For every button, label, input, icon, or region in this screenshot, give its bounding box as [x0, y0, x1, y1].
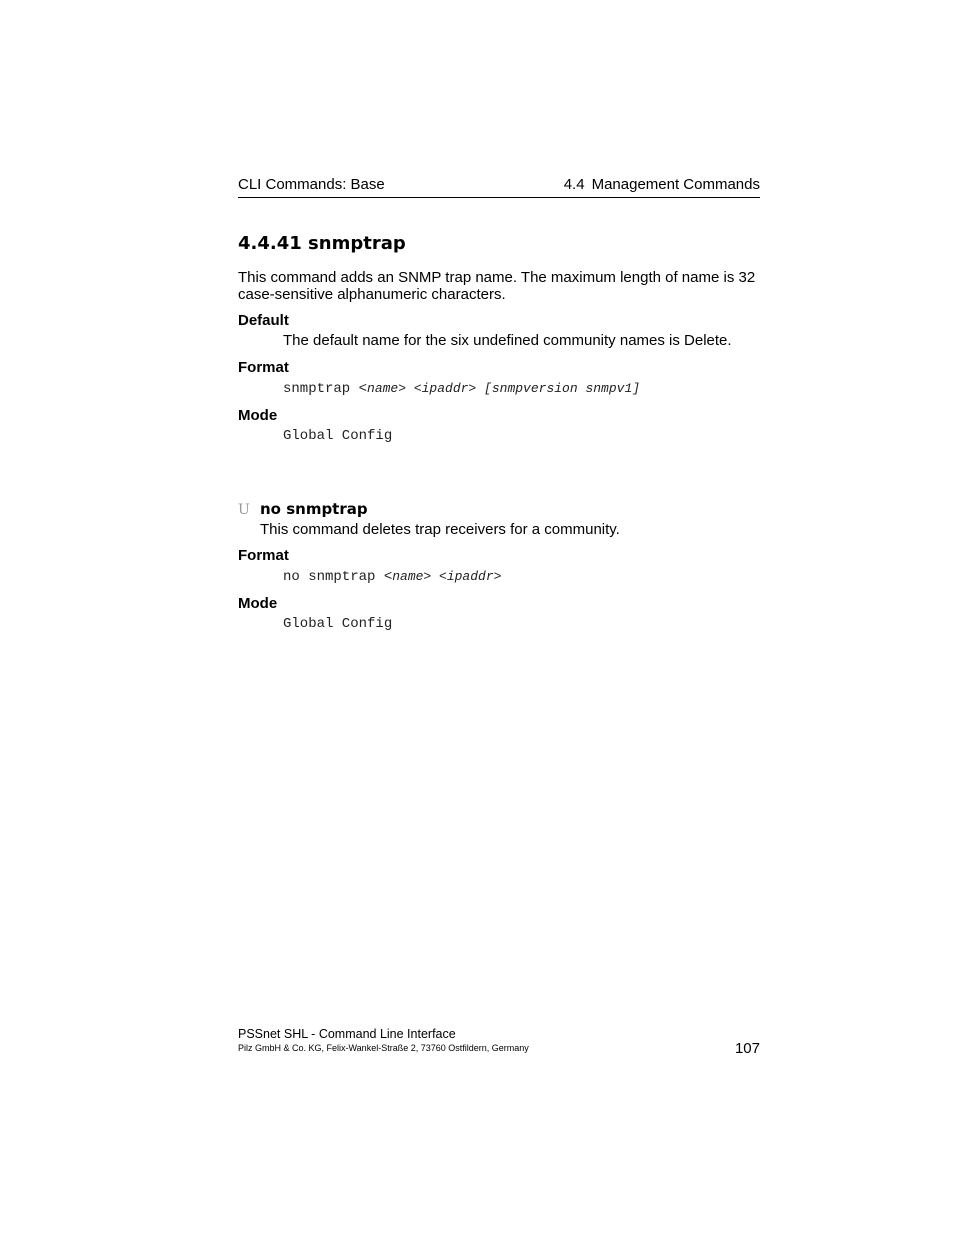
header-chapter: CLI Commands: Base [238, 176, 385, 193]
format-label: Format [238, 359, 289, 376]
page-number: 107 [734, 1040, 760, 1057]
footer-doc-title: PSSnet SHL - Command Line Interface [238, 1027, 456, 1041]
default-text: The default name for the six undefined community names is Delete. [283, 332, 732, 349]
format-command: snmptrap < [283, 381, 368, 397]
footer-address: Pilz GmbH & Co. KG, Felix-Wankel-Straße 2, 73760 Ostfildern, Germany [238, 1043, 529, 1053]
subsection-mode-value: Global Config [283, 616, 393, 632]
subsection-mode-label: Mode [238, 595, 278, 612]
subsection-format-args: name> <ipaddr> [392, 569, 502, 584]
header-section-title: Management Commands [591, 176, 760, 193]
page-content [238, 232, 760, 642]
page-header [238, 175, 760, 198]
header-section [564, 176, 760, 193]
header-section-number: 4.4 [563, 176, 585, 193]
subsection-description: This command deletes trap receivers for a community. [260, 521, 620, 538]
subsection-format-label: Format [238, 547, 289, 564]
mode-label: Mode [238, 407, 278, 424]
section-title: 4.4.41 snmptrap [238, 233, 406, 254]
format-args: name> <ipaddr> [snmpversion snmpv1] [367, 381, 641, 396]
subsection-marker: U [238, 502, 250, 518]
subsection-heading [238, 501, 760, 519]
page-footer [238, 1027, 760, 1057]
section-description: This command adds an SNMP trap name. The maximum length of name is 32 case-sensitive alphanumeric characters. [238, 269, 756, 303]
default-label: Default [238, 312, 289, 329]
subsection-title: no snmptrap [260, 500, 368, 518]
format-syntax [238, 380, 760, 398]
subsection-format-syntax [238, 568, 760, 586]
mode-value: Global Config [283, 428, 393, 444]
subsection-format-command: no snmptrap < [283, 569, 393, 585]
